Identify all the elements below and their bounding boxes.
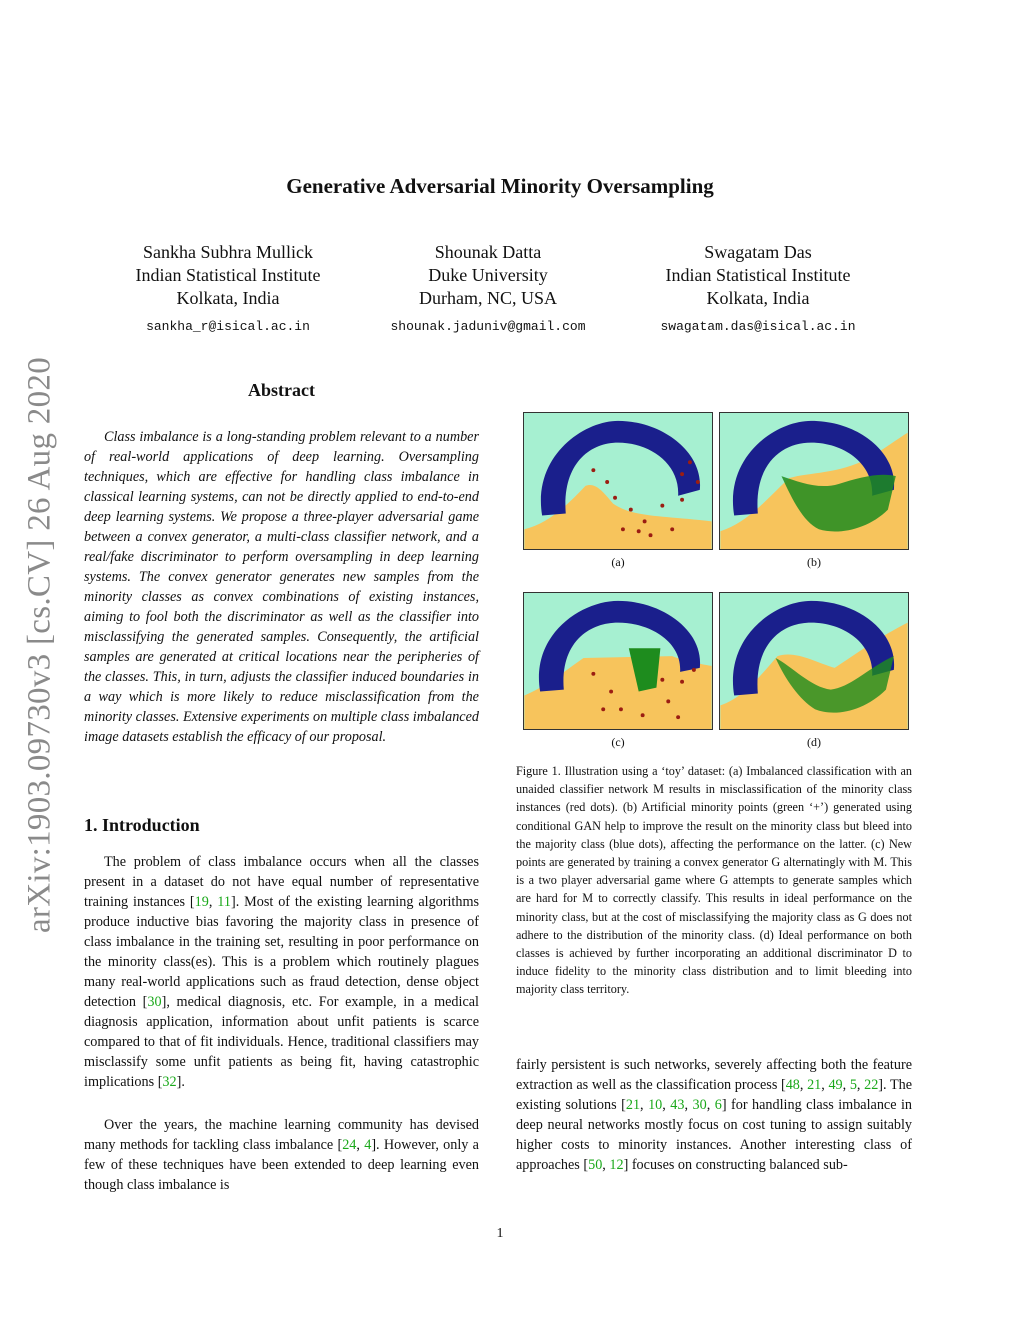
- author-email[interactable]: shounak.jaduniv@gmail.com: [390, 319, 586, 334]
- text-run: ,: [662, 1097, 671, 1113]
- citation-link[interactable]: 21: [625, 1097, 641, 1113]
- author-affiliation: Duke University: [428, 265, 548, 285]
- abstract-text: Class imbalance is a long-standing problem relevant to a number of real-world applications of deep learning. Oversampling techniques, which are effective for handling class imbalance in classical learning systems, can not be directly applied to end-to-end deep learning systems. We propose a three-player adversarial game between a convex generator, a multi-class classifier network, and a real/fake discriminator to perform oversampling in deep learning systems. The convex generator generates new samples from the minority classes as convex combinations of existing instances, aiming to fool both the discriminator as well as the classifier into misclassifying the generated samples. Consequently, the artificial samples are generated at critical locations near the peripheries of the classes. This, in turn, adjusts the classifier induced boundaries in a way which is more likely to reduce misclassification from the minority classes. Extensive experiments on multiple class imbalanced image datasets establish the efficacy of our proposal.: [84, 429, 479, 745]
- text-run: fairly persistent is such networks, severely affecting both the feature extraction as well as the classification process [: [516, 1057, 912, 1093]
- author-location: Kolkata, India: [176, 288, 280, 308]
- text-run: ,: [856, 1077, 865, 1093]
- intro-paragraph-2: [84, 1115, 479, 1195]
- figure-panel-d: [719, 592, 909, 750]
- citation-link[interactable]: 19: [194, 894, 209, 910]
- intro-paragraph-continued: [516, 1055, 912, 1175]
- citation-link[interactable]: 11: [217, 894, 231, 910]
- figure-sublabel: (b): [807, 555, 821, 569]
- citation-link[interactable]: 30: [692, 1097, 707, 1113]
- citation-link[interactable]: 24: [342, 1137, 357, 1153]
- section-heading: 1. Introduction: [84, 815, 200, 835]
- text-run: ,: [684, 1097, 693, 1113]
- text-run: The problem of class imbalance occurs when all the classes present in a dataset do not have equal number of representative training instances [: [84, 854, 479, 910]
- scatter-plot-b: [719, 412, 909, 550]
- text-run: ,: [821, 1077, 829, 1093]
- scatter-plot-a: [523, 412, 713, 550]
- citation-link[interactable]: 5: [849, 1077, 857, 1093]
- author-name: Shounak Datta: [434, 242, 542, 262]
- figure-panel-b: [719, 412, 909, 570]
- scatter-plot-d: [719, 592, 909, 730]
- citation-link[interactable]: 48: [785, 1077, 800, 1093]
- text-run: ,: [842, 1077, 850, 1093]
- arxiv-sidebar: [20, 340, 60, 950]
- text-run: ,: [706, 1097, 715, 1113]
- citation-link[interactable]: 30: [147, 994, 162, 1010]
- citation-link[interactable]: 22: [864, 1077, 879, 1093]
- figure-caption: Figure 1. Illustration using a ‘toy’ dataset: (a) Imbalanced classification with an unaided classifier network M results in misclassification of the minority class instances (red dots). (b) Artificial minority points (green ‘+’) generated using conditional GAN help to improve the result on the minority class but bleed into the majority class (blue dots), affecting the performance on the latter. (c) New points are generated by training a convex generator G alternatingly with M. This is a two player adversarial game where G attempts to generate samples which are hard for M to correctly classify. This results in ideal performance on the minority class, but at the cost of misclassifying the majority class as G does not adhere to the distribution of the minority class. (d) Ideal performance on both classes is achieved by further incorporating an additional discriminator D to induce fidelity to the minority class distribution and to limit bleeding into majority class territory.: [516, 764, 912, 997]
- citation-link[interactable]: 21: [807, 1077, 822, 1093]
- text-run: ], medical diagnosis, etc. For example, in a medical diagnosis application, information about unfit patients is scarce compared to that of fit individuals. Hence, traditional classifiers may misclassify some unfit patients as being fit, having catastrophic implications [: [84, 994, 479, 1090]
- author-affiliation: Indian Statistical Institute: [665, 265, 851, 285]
- author-email[interactable]: sankha_r@isical.ac.in: [146, 319, 310, 334]
- citation-link[interactable]: 10: [648, 1097, 663, 1113]
- author-name: Swagatam Das: [704, 242, 812, 262]
- scatter-plot-c: [523, 592, 713, 730]
- text-run: Over the years, the machine learning community has devised many methods for tackling class imbalance [: [84, 1117, 479, 1153]
- text-run: ]. The existing solutions [: [516, 1077, 913, 1113]
- text-run: ]. Most of the existing learning algorithms produce inductive bias favoring the majority class in presence of class imbalance in the training set, resulting in poor performance on the minority class(es). This is a problem which routinely plagues many real-world applications such as fraud detection, dense object detection [: [84, 894, 480, 1010]
- citation-link[interactable]: 12: [609, 1157, 624, 1173]
- figure-sublabel: (d): [807, 735, 821, 749]
- citation-link[interactable]: 43: [670, 1097, 685, 1113]
- text-run: ,: [356, 1137, 365, 1153]
- text-run: ] focuses on constructing balanced sub-: [623, 1157, 848, 1173]
- abstract-heading: Abstract: [248, 380, 315, 400]
- page-number: 1: [496, 1226, 504, 1241]
- author-email[interactable]: swagatam.das@isical.ac.in: [660, 319, 856, 334]
- citation-link[interactable]: 6: [714, 1097, 722, 1113]
- figure-panel-c: [523, 592, 713, 750]
- citation-link[interactable]: 4: [364, 1137, 372, 1153]
- text-run: ]. However, only a few of these techniques have been extended to deep learning even though class imbalance is: [84, 1137, 479, 1193]
- author-affiliation: Indian Statistical Institute: [135, 265, 321, 285]
- author-block-1: [98, 241, 358, 338]
- text-run: ] for handling class imbalance in deep neural networks mostly focus on cost tuning to assign suitably higher costs to minority instances. Another interesting class of approaches [: [516, 1097, 913, 1173]
- intro-paragraph-1: [84, 852, 479, 1092]
- text-run: ,: [208, 894, 218, 910]
- text-run: ,: [640, 1097, 649, 1113]
- text-run: ,: [602, 1157, 610, 1173]
- paper-title: Generative Adversarial Minority Oversampling: [286, 174, 714, 198]
- figure-panel-a: [523, 412, 713, 570]
- figure-sublabel: (c): [611, 735, 625, 749]
- text-run: ,: [799, 1077, 808, 1093]
- citation-link[interactable]: 32: [162, 1074, 177, 1090]
- citation-link[interactable]: 49: [828, 1077, 843, 1093]
- author-name: Sankha Subhra Mullick: [143, 242, 313, 262]
- text-run: ].: [176, 1074, 185, 1090]
- arxiv-identifier: arXiv:1903.09730v3 [cs.CV] 26 Aug 2020: [21, 356, 58, 934]
- author-block-2: [358, 241, 618, 338]
- author-location: Durham, NC, USA: [419, 288, 557, 308]
- author-location: Kolkata, India: [706, 288, 810, 308]
- figure-sublabel: (a): [611, 555, 625, 569]
- author-block-3: [628, 241, 888, 338]
- citation-link[interactable]: 50: [588, 1157, 603, 1173]
